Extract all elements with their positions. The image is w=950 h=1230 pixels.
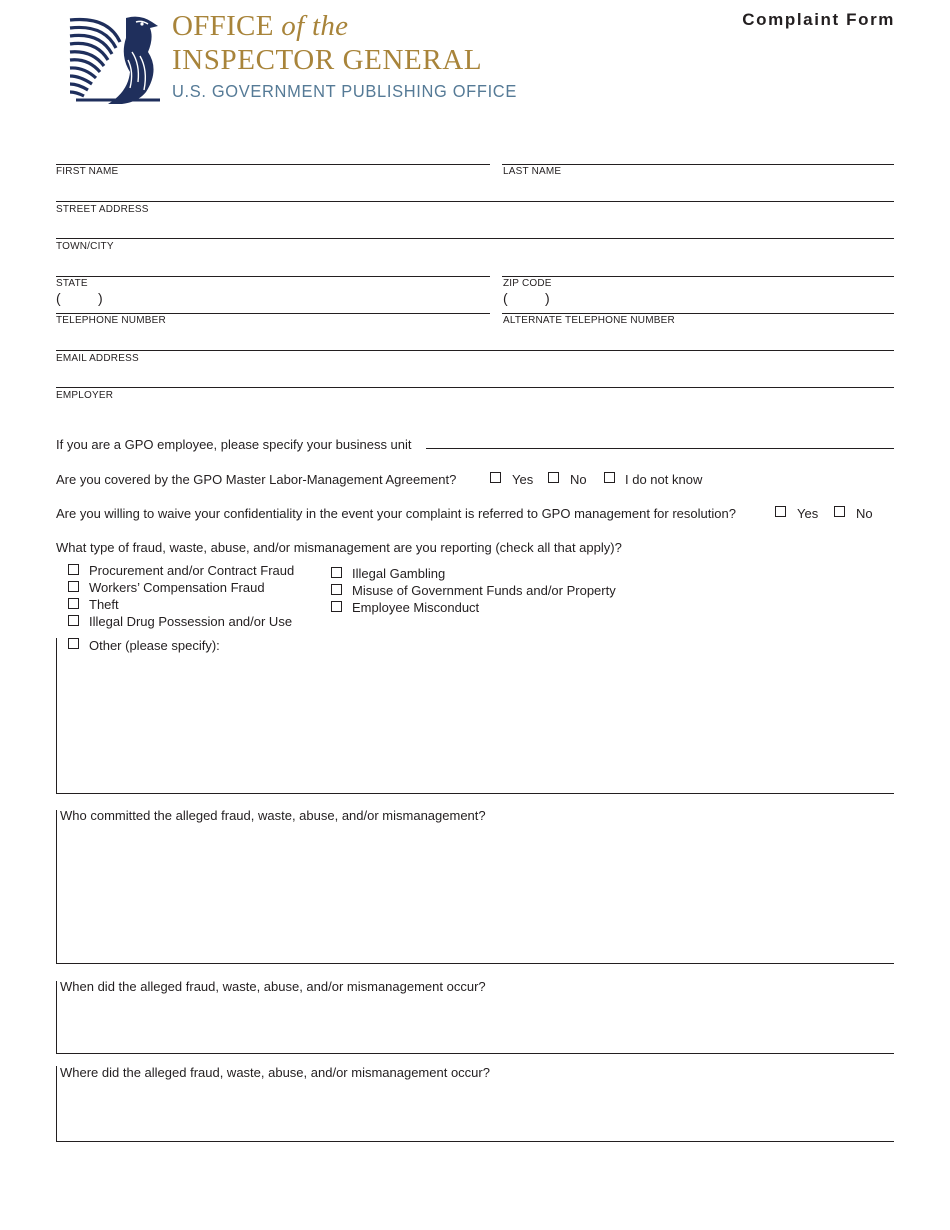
- confidentiality-no-checkbox[interactable]: [834, 506, 845, 517]
- misuse-funds-checkbox[interactable]: [331, 584, 342, 595]
- alt-telephone-field[interactable]: [502, 313, 894, 314]
- telephone-field[interactable]: [56, 313, 490, 314]
- town-city-label: TOWN/CITY: [56, 241, 114, 252]
- employer-field[interactable]: [56, 387, 894, 388]
- illegal-drug-checkbox[interactable]: [68, 615, 79, 626]
- logo-subtitle: U.S. GOVERNMENT PUBLISHING OFFICE: [172, 81, 517, 101]
- illegal-drug-label: Illegal Drug Possession and/or Use: [89, 614, 293, 629]
- confidentiality-yes-checkbox[interactable]: [775, 506, 786, 517]
- misuse-funds-label: Misuse of Government Funds and/or Property: [352, 583, 616, 598]
- other-specify-box[interactable]: [56, 638, 894, 794]
- alt-area-code-open-paren: (: [503, 290, 508, 306]
- where-occurred-question: Where did the alleged fraud, waste, abuse, and/or mismanagement occur?: [60, 1065, 490, 1080]
- other-label: Other (please specify):: [89, 638, 220, 653]
- workers-comp-fraud-checkbox[interactable]: [68, 581, 79, 592]
- employee-misconduct-label: Employee Misconduct: [352, 600, 480, 615]
- town-city-field[interactable]: [56, 238, 894, 239]
- when-occurred-question: When did the alleged fraud, waste, abuse, and/or mismanagement occur?: [60, 979, 486, 994]
- zip-code-label: ZIP CODE: [503, 278, 552, 289]
- first-name-label: FIRST NAME: [56, 166, 119, 177]
- alt-area-code-close-paren: ): [545, 290, 550, 306]
- labor-unknown-label: I do not know: [625, 472, 703, 487]
- last-name-field[interactable]: [502, 164, 894, 165]
- labor-yes-label: Yes: [512, 472, 534, 487]
- business-unit-question: If you are a GPO employee, please specify your business unit: [56, 437, 412, 452]
- procurement-fraud-checkbox[interactable]: [68, 564, 79, 575]
- eagle-emblem-icon: [68, 12, 162, 106]
- logo-title-line2: INSPECTOR GENERAL: [172, 44, 483, 76]
- labor-agreement-question: Are you covered by the GPO Master Labor-Management Agreement?: [56, 472, 457, 487]
- labor-no-label: No: [570, 472, 587, 487]
- last-name-label: LAST NAME: [503, 166, 562, 177]
- street-address-label: STREET ADDRESS: [56, 204, 149, 215]
- confidentiality-yes-label: Yes: [797, 506, 819, 521]
- area-code-open-paren: (: [56, 290, 61, 306]
- street-address-field[interactable]: [56, 201, 894, 202]
- confidentiality-question: Are you willing to waive your confidentiality in the event your complaint is referred to GPO management for resolution?: [56, 506, 736, 521]
- labor-no-checkbox[interactable]: [548, 472, 559, 483]
- telephone-label: TELEPHONE NUMBER: [56, 315, 166, 326]
- confidentiality-no-label: No: [856, 506, 873, 521]
- first-name-field[interactable]: [56, 164, 490, 165]
- state-label: STATE: [56, 278, 88, 289]
- logo-title-line1: OFFICE of the: [172, 10, 349, 42]
- business-unit-field[interactable]: [426, 448, 894, 449]
- area-code-close-paren: ): [98, 290, 103, 306]
- employer-label: EMPLOYER: [56, 390, 114, 401]
- zip-code-field[interactable]: [502, 276, 894, 277]
- theft-checkbox[interactable]: [68, 598, 79, 609]
- employee-misconduct-checkbox[interactable]: [331, 601, 342, 612]
- alt-telephone-label: ALTERNATE TELEPHONE NUMBER: [503, 315, 675, 326]
- illegal-gambling-label: Illegal Gambling: [352, 566, 446, 581]
- labor-yes-checkbox[interactable]: [490, 472, 501, 483]
- workers-comp-fraud-label: Workers’ Compensation Fraud: [89, 580, 265, 595]
- illegal-gambling-checkbox[interactable]: [331, 567, 342, 578]
- who-committed-box[interactable]: [56, 810, 894, 964]
- theft-label: Theft: [89, 597, 119, 612]
- fraud-type-question: What type of fraud, waste, abuse, and/or mismanagement are you reporting (check all that apply)?: [56, 540, 622, 555]
- email-field[interactable]: [56, 350, 894, 351]
- procurement-fraud-label: Procurement and/or Contract Fraud: [89, 563, 295, 578]
- state-field[interactable]: [56, 276, 490, 277]
- other-checkbox[interactable]: [68, 638, 79, 649]
- labor-unknown-checkbox[interactable]: [604, 472, 615, 483]
- email-label: EMAIL ADDRESS: [56, 353, 139, 364]
- who-committed-question: Who committed the alleged fraud, waste, abuse, and/or mismanagement?: [60, 808, 486, 823]
- form-title: Complaint Form: [742, 10, 895, 29]
